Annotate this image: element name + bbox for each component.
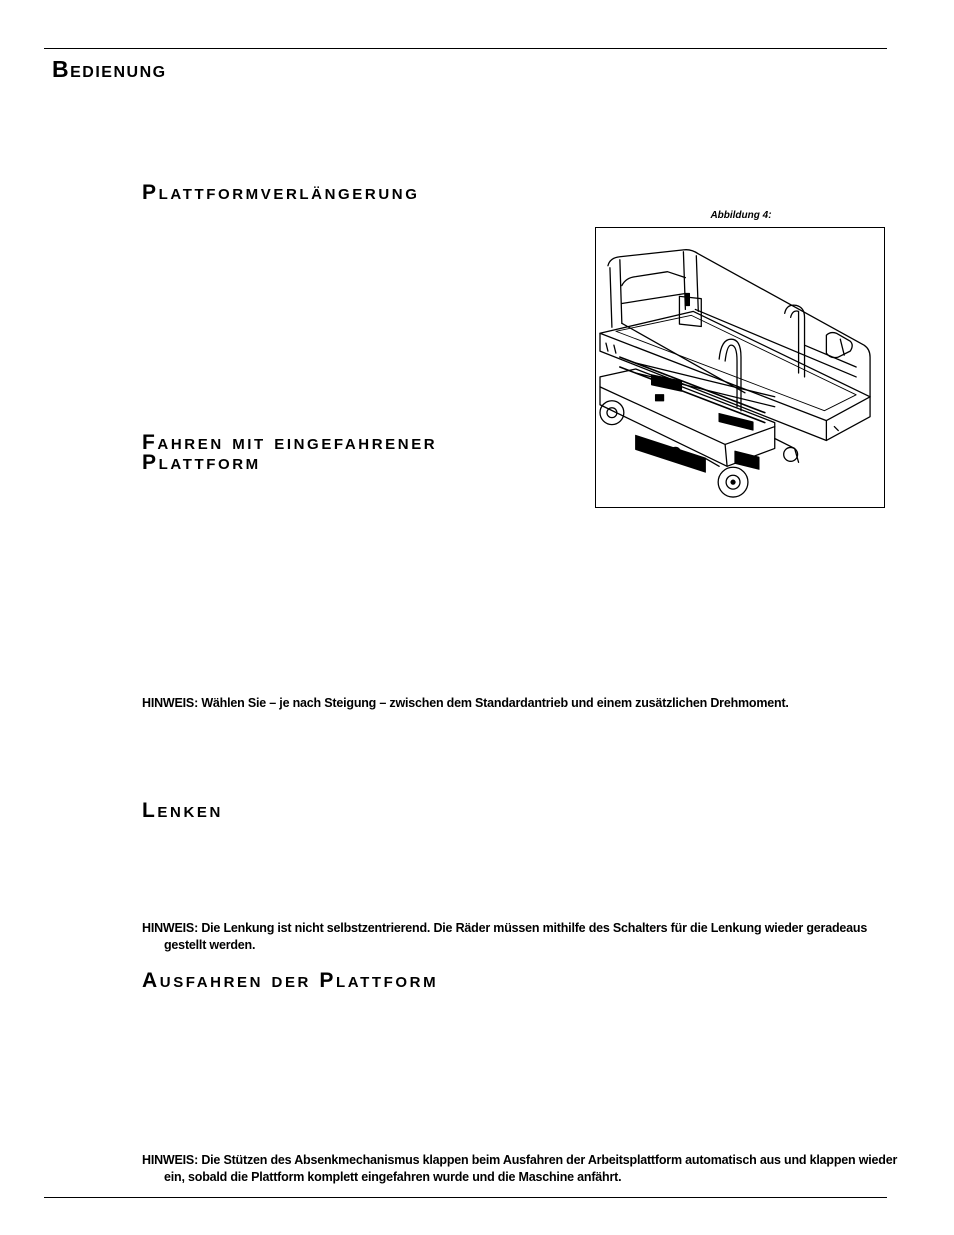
note-text: Die Stützen des Absenkmechanismus klappen beim Ausfahren der Arbeitsplattform automatisch aus und klappen wieder ein, sobald die Plattform komplett eingefahren wurde und die Maschine anfährt. xyxy=(164,1153,898,1184)
section-heading-line: Plattform xyxy=(142,451,261,474)
figure-caption: Abbildung 4: xyxy=(710,210,772,221)
bottom-rule xyxy=(44,1197,887,1198)
section-heading-lenken xyxy=(142,801,223,821)
note-label: HINWEIS: xyxy=(142,696,199,710)
note-label: HINWEIS: xyxy=(142,1153,199,1167)
note-label: HINWEIS: xyxy=(142,921,199,935)
note-text: Wählen Sie – je nach Steigung – zwischen dem Standardantrieb und einem zusätzlichen Drehmoment. xyxy=(201,696,789,710)
top-rule xyxy=(44,48,887,49)
note-text: Die Lenkung ist nicht selbstzentrierend. Die Räder müssen mithilfe des Schalters für die Lenkung wieder geradeaus gestellt werden. xyxy=(164,921,868,952)
page-title: Bedienung xyxy=(52,56,167,82)
section-heading-plattformverlaengerung xyxy=(142,183,419,203)
note-absenkmechanismus xyxy=(142,1152,899,1186)
figure-scissor-lift xyxy=(595,227,885,508)
section-heading-line: Plattformverlängerung xyxy=(142,181,420,204)
note-drehmoment xyxy=(142,695,899,712)
section-heading-line: Fahren mit eingefahrener xyxy=(142,431,438,454)
scissor-lift-illustration xyxy=(596,228,884,507)
section-heading-line: Ausfahren der Plattform xyxy=(142,969,439,992)
section-heading-ausfahren xyxy=(142,971,438,991)
note-lenkung xyxy=(142,920,899,954)
section-heading-fahren xyxy=(142,433,437,473)
section-heading-line: Lenken xyxy=(142,799,223,822)
